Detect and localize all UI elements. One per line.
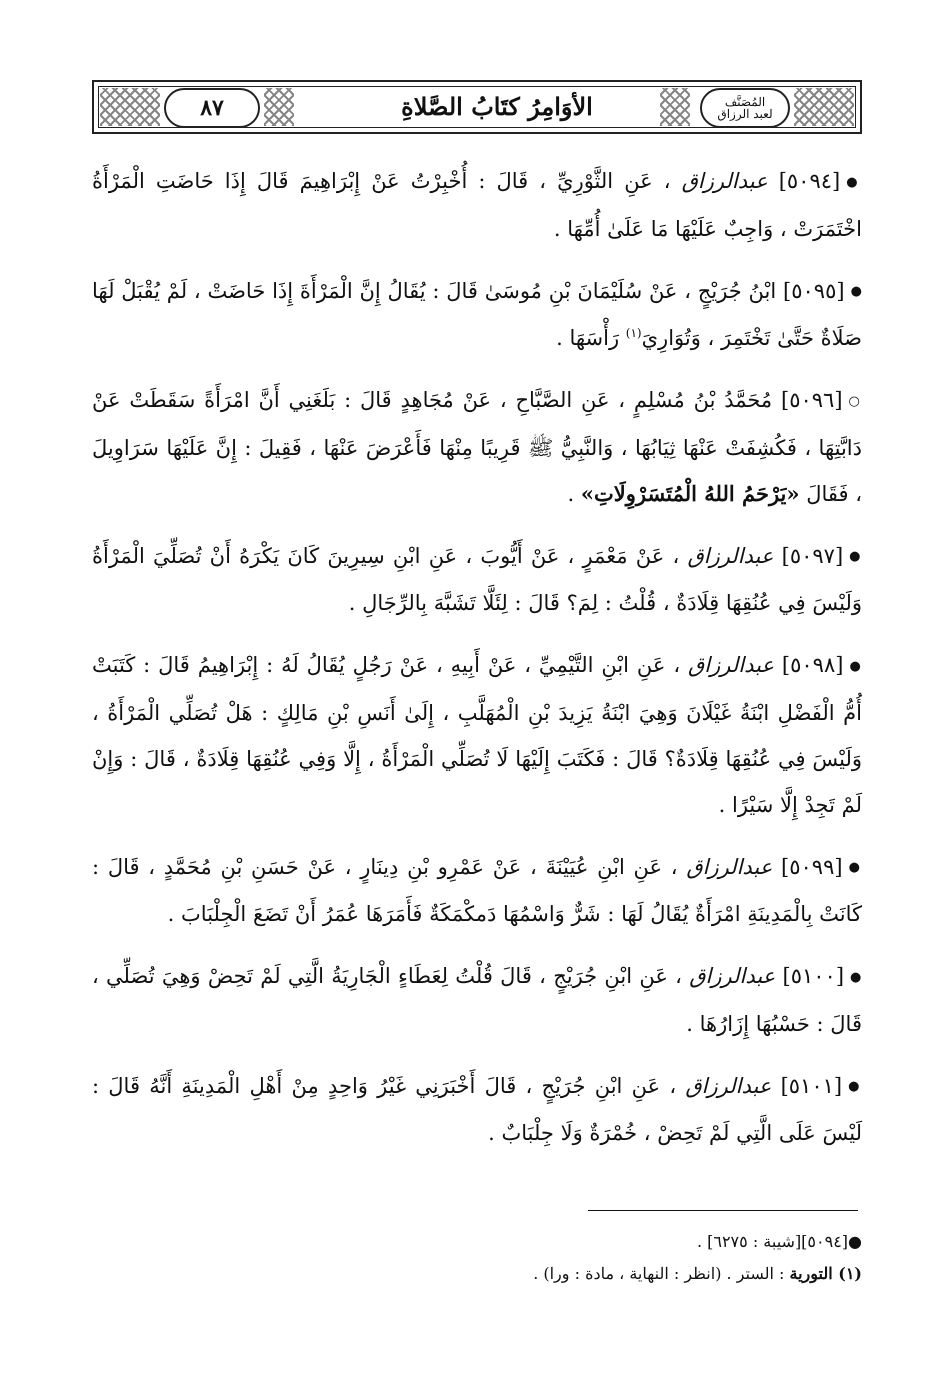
- hadith-5095: [92, 268, 862, 362]
- narrator-name: عبدالرزاق: [686, 854, 773, 879]
- hadith-text-end: رَأْسَهَا .: [556, 326, 620, 350]
- hadith-number: [٥١٠١]: [780, 1073, 843, 1098]
- hadith-text: ، عَنِ ابْنِ عُيَيْنَةَ ، عَنْ عَمْرِو بْنِ دِينَارٍ ، عَنْ حَسَنِ بْنِ مُحَمَّدٍ ، قَالَ : كَانَتْ بِالْمَدِينَةِ امْرَأَةٌ يُقَالُ لَهَا : شَرٌّ وَاسْمُهَا دَمكْمَكَةٌ فَأَمَرَهَا عُمَرُ أَنْ تَضَعَ الْجِلْبَابَ .: [92, 854, 862, 926]
- hadith-5094: [92, 158, 862, 252]
- hadith-5101: [92, 1063, 862, 1157]
- bullet-marker: ●: [848, 1079, 863, 1094]
- hadith-number: [٥٠٩٦]: [781, 388, 843, 412]
- bullet-marker: ●: [848, 860, 862, 875]
- hadith-text: ، عَنْ مَعْمَرٍ ، عَنْ أَيُّوبَ ، عَنِ ابْنِ سِيرِينَ كَانَ يَكْرَهُ أَنْ تُصَلِّيَ الْمَرْأَةُ وَلَيْسَ فِي عُنُقِهَا قِلَادَةٌ ، قُلْتُ : لِمَ؟ قَالَ : لِئَلَّا تَشَبَّهَ بِالرِّجَالِ .: [92, 543, 862, 615]
- main-text: [92, 158, 862, 1172]
- hadith-number: [٥٠٩٤]: [778, 169, 841, 193]
- narrator-name: عبدالرزاق: [689, 964, 776, 988]
- hadith-text: ، عَنِ ابْنِ جُرَيْجٍ ، قَالَ قُلْتُ لِعَطَاءٍ الْجَارِيَةُ الَّتِي لَمْ تَحِضْ وَهِيَ تُصَلِّي ، قَالَ : حَسْبُهَا إِزَارُهَا .: [92, 964, 862, 1036]
- book-emblem: [700, 88, 790, 128]
- hadith-5098: [92, 642, 862, 828]
- hadith-text: ، عَنِ ابْنِ التَّيْمِيِّ ، عَنْ أَبِيهِ ، عَنْ رَجُلٍ يُقَالُ لَهُ : إِبْرَاهِيمُ قَالَ : كَتَبَتْ أُمُّ الْفَضْلِ ابْنَةُ غَيْلَانَ وَهِيَ ابْنَةُ يَزِيدَ بْنِ الْمُهَلَّبِ ، إِلَىٰ أَنَسِ بْنِ مَالِكٍ : هَلْ تُصَلِّي الْمَرْأَةُ ، وَلَيْسَ فِي عُنُقِهَا قِلَادَةٌ؟ قَالَ : فَكَتَبَ إِلَيْهَا لَا تُصَلِّي الْمَرْأَةُ ، إِلَّا وَفِي عُنُقِهَا قِلَادَةٌ ، قَالَ : وَإِنْ لَمْ تَجِدْ إِلَّا سَيْرًا .: [92, 653, 862, 817]
- narrator-name: عبدالرزاق: [685, 1073, 772, 1098]
- footnote-1: [92, 1258, 862, 1290]
- footnote-ref: (١): [625, 326, 642, 340]
- footnote-source: ●[٥٠٩٤][شيبة : ٦٢٧٥] .: [696, 1232, 862, 1251]
- ornament-right: [794, 88, 854, 126]
- hadith-5099: [92, 844, 862, 938]
- hadith-text-end: .: [567, 481, 575, 506]
- running-title: الأوَامِرُ كتَابُ الصَّلاةِ: [401, 91, 593, 121]
- hadith-number: [٥١٠٠]: [782, 964, 845, 988]
- open-marker: ○: [848, 393, 862, 409]
- emblem-line2: لعبد الرزاق: [717, 107, 773, 121]
- ornament-left: [100, 88, 160, 126]
- hadith-text: ، عَنِ الثَّوْرِيِّ ، قَالَ : أُخْبِرْتُ عَنْ إِبْرَاهِيمَ قَالَ إِذَا حَاضَتِ الْمَرْأَةُ اخْتَمَرَتْ ، وَاجِبٌ عَلَيْهَا مَا عَلَىٰ أُمِّهَا .: [92, 169, 862, 241]
- hadith-5096: [92, 377, 862, 517]
- bullet-marker: ●: [850, 969, 862, 985]
- emblem-line1: المُصَنَّف: [724, 95, 766, 109]
- footnote-separator: [588, 1210, 858, 1211]
- narrator-name: عبدالرزاق: [687, 543, 774, 568]
- narrator-name: عبدالرزاق: [681, 169, 768, 193]
- hadith-text: مُحَمَّدُ بْنُ مُسْلِمٍ ، عَنِ الصَّبَّاحِ ، عَنْ مُجَاهِدٍ قَالَ : بَلَغَنِي أَنَّ امْرَأَةً سَقَطَتْ عَنْ دَابَّتِهَا ، فَكُشِفَتْ عَنْهَا ثِيَابُهَا ، وَالنَّبِيُّ ﷺ قَرِيبًا مِنْهَا فَأَعْرَضَ عَنْهَا ، فَقِيلَ : إِنَّ عَلَيْهَا سَرَاوِيلَ ، فَقَالَ: [92, 388, 862, 506]
- narrator-name: عبدالرزاق: [688, 653, 774, 677]
- ornament-left-inner: [264, 88, 294, 126]
- prophet-quote: «يَرْحَمُ اللهُ الْمُتَسَرْوِلَاتِ»: [580, 480, 800, 506]
- bullet-marker: ●: [849, 549, 862, 564]
- footnotes: [92, 1226, 862, 1290]
- bullet-marker: ●: [849, 658, 862, 674]
- bullet-marker: ●: [846, 174, 862, 190]
- page-header: [92, 80, 862, 134]
- footnote-1-text: : الستر . (انظر : النهاية ، مادة : ورا) .: [533, 1264, 785, 1283]
- footnote-1-label: (١) التورية: [789, 1264, 862, 1283]
- hadith-number: [٥٠٩٧]: [781, 543, 844, 568]
- hadith-5097: [92, 533, 862, 627]
- hadith-number: [٥٠٩٥]: [783, 278, 845, 303]
- hadith-number: [٥٠٩٩]: [781, 854, 843, 879]
- hadith-text: ابْنُ جُرَيْجٍ ، عَنْ سُلَيْمَانَ بْنِ مُوسَىٰ قَالَ : يُقَالُ إِنَّ الْمَرْأَةَ إِذَا حَاضَتْ ، لَمْ يُقْبَلْ لَهَا صَلَاةٌ حَتَّىٰ تَخْتَمِرَ ، وَتُوَارِيَ: [92, 278, 862, 350]
- hadith-5100: [92, 953, 862, 1047]
- hadith-text: ، عَنِ ابْنِ جُرَيْجٍ ، قَالَ أَخْبَرَنِي غَيْرُ وَاحِدٍ مِنْ أَهْلِ الْمَدِينَةِ أَنَّهُ قَالَ : لَيْسَ عَلَى الَّتِي لَمْ تَحِضْ ، خُمْرَةٌ وَلَا جِلْبَابٌ .: [92, 1073, 862, 1145]
- hadith-number: [٥٠٩٨]: [781, 653, 844, 677]
- bullet-marker: ●: [850, 284, 863, 299]
- page-number: ٨٧: [164, 88, 260, 128]
